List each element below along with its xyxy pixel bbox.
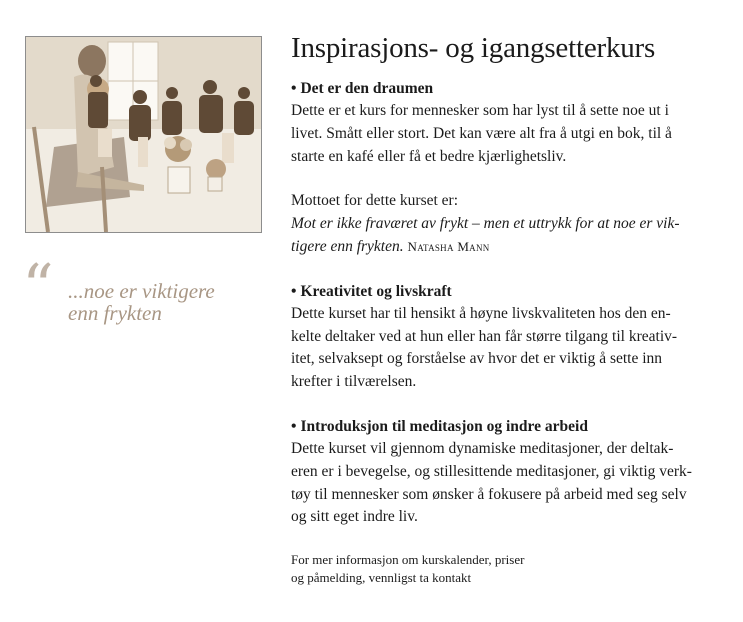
pull-quote-line1: ...noe er viktigere	[68, 279, 215, 303]
pull-quote-text	[68, 280, 268, 324]
motto-quote-line1: Mot er ikke fraværet av frykt – men et uttrykk for at noe er vik-	[291, 215, 680, 233]
section-heading-label: Introduksjon til meditasjon og indre arbeid	[300, 417, 588, 435]
motto-quote-line2: tigere enn frykten.	[291, 237, 404, 255]
section-text	[291, 100, 721, 168]
group-meditation-photo	[25, 36, 262, 233]
text-line: krefter i tilværelsen.	[291, 373, 417, 391]
pull-quote-line2: enn frykten	[68, 301, 162, 325]
text-line: itet, selvaksept og forståelse av hvor det er viktig å sette inn	[291, 350, 663, 368]
motto-intro: Mottoet for dette kurset er:	[291, 192, 459, 210]
bullet-icon: •	[291, 417, 297, 435]
text-line: eren er i bevegelse, og stillesittende meditasjoner, gi viktig verk-	[291, 462, 692, 480]
section-text	[291, 303, 721, 394]
page-title: Inspirasjons- og igangsetterkurs	[291, 32, 656, 64]
section-meditasjon	[291, 416, 721, 529]
text-line: og sitt eget indre liv.	[291, 508, 418, 526]
text-line: Dette er et kurs for mennesker som har lyst til å sette noe ut i	[291, 102, 669, 119]
text-line: starte en kafé eller få et bedre kjærlighetsliv.	[291, 147, 567, 165]
section-heading	[291, 78, 721, 100]
contact-line1: For mer informasjon om kurskalender, priser	[291, 552, 525, 568]
text-line: kelte deltaker ved at hun eller han får større tilgang til kreativ-	[291, 327, 678, 345]
section-heading	[291, 281, 721, 303]
bullet-icon: •	[291, 80, 297, 97]
section-heading-label: Det er den draumen	[300, 80, 434, 97]
bullet-icon: •	[291, 282, 297, 300]
section-text	[291, 438, 721, 529]
contact-info	[291, 551, 721, 587]
motto-author: Natasha Mann	[407, 238, 490, 254]
text-line: tøy til mennesker som ønsker å fokusere på arbeid med seg selv	[291, 485, 687, 503]
contact-line2: og påmelding, vennligst ta kontakt	[291, 570, 472, 586]
section-heading	[291, 416, 721, 438]
section-kreativitet	[291, 281, 721, 394]
text-line: livet. Smått eller stort. Det kan være alt fra å utgi en bok, til å	[291, 124, 672, 142]
section-motto	[291, 190, 721, 258]
motto-quote	[291, 213, 721, 259]
section-draumen	[291, 78, 721, 168]
main-content	[291, 30, 721, 600]
quote-mark-icon: “	[22, 250, 54, 323]
text-line: Dette kurset har til hensikt å høyne livskvaliteten hos den en-	[291, 304, 671, 322]
section-heading-label: Kreativitet og livskraft	[300, 282, 452, 300]
text-line: Dette kurset vil gjennom dynamiske meditasjoner, der deltak-	[291, 439, 674, 457]
